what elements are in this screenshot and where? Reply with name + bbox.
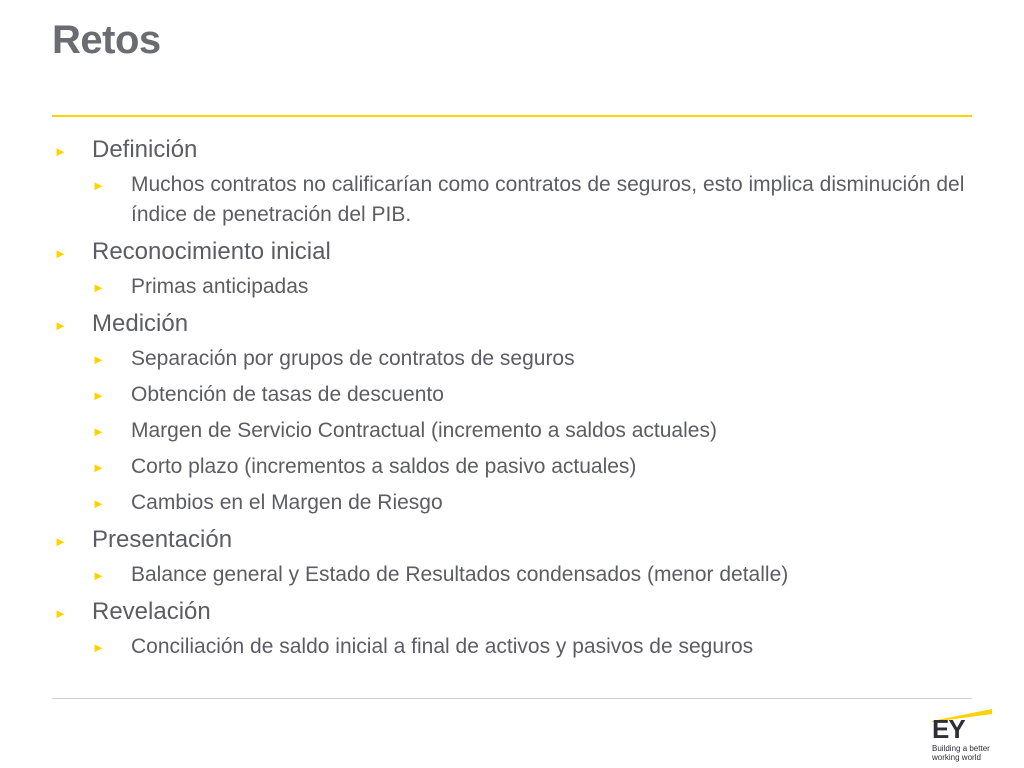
list-item <box>52 560 982 590</box>
section-revelacion <box>52 596 982 662</box>
list-item-text: Margen de Servicio Contractual (incremento a saldos actuales) <box>131 419 717 442</box>
list-item-text: Cambios en el Margen de Riesgo <box>131 491 443 514</box>
list-item-text: Separación por grupos de contratos de seguros <box>131 347 575 370</box>
list-item-text: Obtención de tasas de descuento <box>131 383 444 406</box>
list-item-text: Conciliación de saldo inicial a final de activos y pasivos de seguros <box>131 635 754 658</box>
list-item <box>52 632 982 662</box>
footer-divider <box>52 698 972 699</box>
bullet-arrow-icon: ► <box>92 280 105 295</box>
section-definicion <box>52 134 982 230</box>
list-item <box>52 488 982 518</box>
ey-logo <box>932 706 992 762</box>
section-reconocimiento <box>52 236 982 302</box>
bullet-arrow-icon: ► <box>54 246 67 261</box>
bullet-arrow-icon: ► <box>92 568 105 583</box>
ey-wordmark: EY <box>932 714 965 744</box>
section-heading <box>52 524 982 556</box>
bullet-arrow-icon: ► <box>54 144 67 159</box>
section-heading <box>52 596 982 628</box>
section-heading-label: Presentación <box>92 526 233 553</box>
list-item-text: Primas anticipadas <box>131 275 309 298</box>
bullet-arrow-icon: ► <box>54 606 67 621</box>
bullet-arrow-icon: ► <box>92 178 105 193</box>
list-item <box>52 452 982 482</box>
list-item <box>52 416 982 446</box>
ey-tagline-line: working world <box>932 753 981 762</box>
slide-title: Retos <box>52 18 161 62</box>
section-heading-label: Definición <box>92 136 198 163</box>
bullet-arrow-icon: ► <box>92 424 105 439</box>
section-heading <box>52 236 982 268</box>
title-underline <box>52 115 972 117</box>
bullet-list <box>52 134 982 668</box>
list-item <box>52 272 982 302</box>
section-presentacion <box>52 524 982 590</box>
list-item <box>52 380 982 410</box>
section-heading <box>52 308 982 340</box>
section-heading-label: Revelación <box>92 598 211 625</box>
list-item <box>52 344 982 374</box>
list-item <box>52 170 982 230</box>
bullet-arrow-icon: ► <box>92 388 105 403</box>
bullet-arrow-icon: ► <box>92 640 105 655</box>
bullet-arrow-icon: ► <box>92 352 105 367</box>
list-item-text: Muchos contratos no calificarían como contratos de seguros, esto implica disminución del índice de penetración del PIB. <box>131 173 965 226</box>
list-item-text: Corto plazo (incrementos a saldos de pasivo actuales) <box>131 455 637 478</box>
section-heading-label: Reconocimiento inicial <box>92 238 331 265</box>
bullet-arrow-icon: ► <box>54 318 67 333</box>
section-medicion <box>52 308 982 518</box>
ey-tagline-line: Building a better <box>932 744 990 753</box>
bullet-arrow-icon: ► <box>92 496 105 511</box>
section-heading <box>52 134 982 166</box>
list-item-text: Balance general y Estado de Resultados condensados (menor detalle) <box>131 563 789 586</box>
section-heading-label: Medición <box>92 310 189 337</box>
bullet-arrow-icon: ► <box>54 534 67 549</box>
ey-tagline <box>932 744 1002 762</box>
bullet-arrow-icon: ► <box>92 460 105 475</box>
